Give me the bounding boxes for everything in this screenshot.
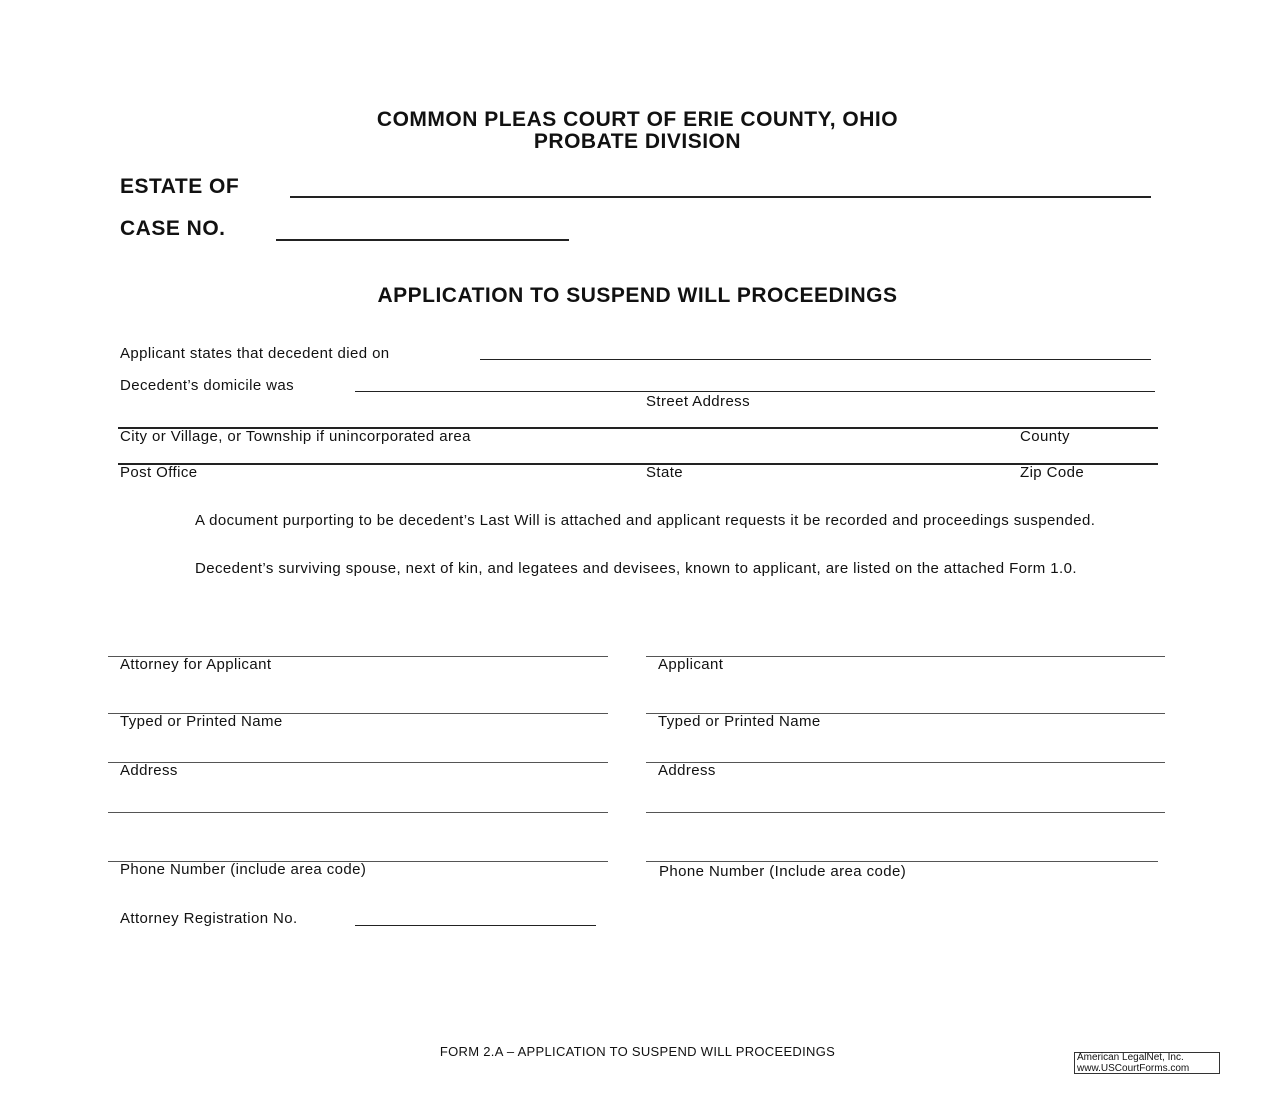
publisher-name: American LegalNet, Inc.: [1077, 1052, 1184, 1063]
applicant-phone-label: Phone Number (Include area code): [659, 863, 907, 880]
date-of-death-field[interactable]: [480, 359, 1151, 360]
form-footer: FORM 2.A – APPLICATION TO SUSPEND WILL PROCEEDINGS: [439, 1044, 836, 1059]
county-label: County: [1020, 428, 1070, 445]
applicant-label: Applicant: [658, 656, 724, 673]
died-on-label: Applicant states that decedent died on: [120, 345, 390, 362]
applicant-signature-line[interactable]: [646, 656, 1165, 657]
state-label: State: [646, 464, 684, 481]
applicant-address-line[interactable]: [646, 762, 1165, 763]
post-office-state-zip-field[interactable]: [118, 463, 1158, 465]
paragraph-will-attached: [120, 513, 1143, 529]
applicant-address-label: Address: [658, 762, 716, 779]
attorney-registration-field[interactable]: [355, 925, 596, 926]
attorney-address-line[interactable]: [108, 762, 608, 763]
publisher-site: www.USCourtForms.com: [1077, 1062, 1190, 1074]
post-office-label: Post Office: [120, 464, 198, 481]
court-title: COMMON PLEAS COURT OF ERIE COUNTY, OHIO: [376, 108, 899, 131]
estate-label: ESTATE OF: [120, 175, 240, 198]
zip-code-label: Zip Code: [1020, 464, 1085, 481]
attorney-address-label: Address: [120, 762, 178, 779]
attorney-phone-label: Phone Number (include area code): [120, 861, 367, 878]
estate-field[interactable]: [290, 196, 1151, 198]
city-label: City or Village, or Township if unincorporated area: [120, 428, 471, 445]
street-address-label: Street Address: [646, 393, 750, 410]
division-title: PROBATE DIVISION: [533, 130, 742, 153]
case-label: CASE NO.: [120, 217, 226, 240]
paragraph-next-of-kin-text: Decedent’s surviving spouse, next of kin, and legatees and devisees, known to applicant, are listed on the attached Form 1.0.: [195, 560, 1077, 577]
paragraph-will-attached-text: A document purporting to be decedent’s Last Will is attached and applicant requests it be recorded and proceedings suspended.: [195, 512, 1096, 529]
case-number-field[interactable]: [276, 239, 569, 241]
attorney-name-label: Typed or Printed Name: [120, 713, 283, 730]
form-title: APPLICATION TO SUSPEND WILL PROCEEDINGS: [377, 284, 898, 307]
publisher-stamp: [1074, 1052, 1220, 1074]
domicile-field[interactable]: [355, 391, 1155, 392]
attorney-label: Attorney for Applicant: [120, 656, 272, 673]
applicant-phone-line[interactable]: [646, 861, 1158, 862]
paragraph-next-of-kin: [120, 561, 1143, 577]
applicant-name-label: Typed or Printed Name: [658, 713, 821, 730]
applicant-address-line-2[interactable]: [646, 812, 1165, 813]
domicile-label: Decedent’s domicile was: [120, 377, 295, 394]
attorney-registration-label: Attorney Registration No.: [120, 910, 298, 927]
attorney-address-line-2[interactable]: [108, 812, 608, 813]
